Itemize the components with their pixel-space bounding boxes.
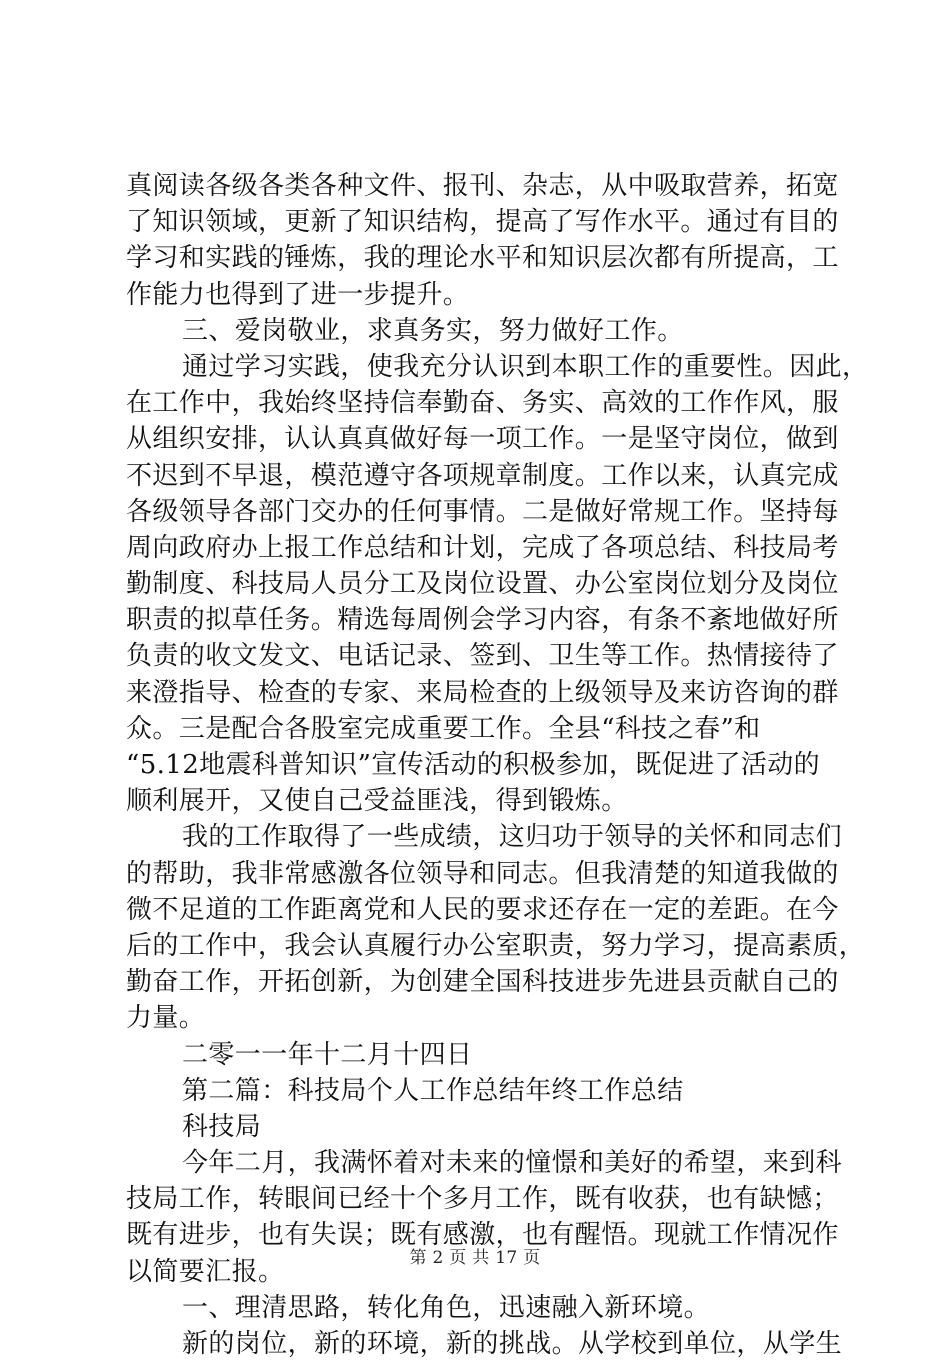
text-line: 以简要汇报。: [126, 1256, 285, 1287]
text-line: 我的工作取得了一些成绩，这归功于领导的关怀和同志们: [182, 822, 843, 853]
text-line: 通过学习实践，使我充分认识到本职工作的重要性。因此，: [182, 351, 869, 382]
text-line: 顺利展开，又使自己受益匪浅，得到锻炼。: [126, 786, 628, 817]
text-line: 新的岗位，新的环境，新的挑战。从学校到单位，从学生: [182, 1329, 843, 1359]
text-line: 周向政府办上报工作总结和计划，完成了各项总结、科技局考: [126, 532, 839, 563]
page-footer: 第 2 页 共 17 页: [409, 1248, 541, 1268]
text-line: 众。三是配合各股室完成重要工作。全县“科技之春”和: [126, 713, 761, 744]
text-line: 从组织安排，认认真真做好每一项工作。一是坚守岗位，做到: [126, 424, 839, 455]
text-line: 力量。: [126, 1003, 206, 1034]
text-line: 微不足道的工作距离党和人民的要求还存在一定的差距。在今: [126, 894, 839, 925]
text-line: 勤奋工作，开拓创新，为创建全国科技进步先进县贡献自己的: [126, 967, 839, 998]
text-line: 职责的拟草任务。精选每周例会学习内容，有条不紊地做好所: [126, 605, 839, 636]
text-line: 三、爱岗敬业，求真务实，努力做好工作。: [182, 315, 684, 346]
text-line: 在工作中，我始终坚持信奉勤奋、务实、高效的工作作风，服: [126, 388, 839, 419]
text-line: 了知识领域，更新了知识结构，提高了写作水平。通过有目的: [126, 207, 839, 238]
text-line: 真阅读各级各类各种文件、报刊、杂志，从中吸取营养，拓宽: [126, 171, 839, 201]
text-line: 学习和实践的锤炼，我的理论水平和知识层次都有所提高，工: [126, 243, 839, 274]
text-line: 作能力也得到了进一步提升。: [126, 279, 470, 310]
text-line: 不迟到不早退，模范遵守各项规章制度。工作以来，认真完成: [126, 460, 839, 491]
text-line: 二零一一年十二月十四日: [182, 1039, 473, 1070]
text-line: 勤制度、科技局人员分工及岗位设置、办公室岗位划分及岗位: [126, 569, 839, 600]
text-line: 各级领导各部门交办的任何事情。二是做好常规工作。坚持每: [126, 496, 839, 527]
text-line: 今年二月，我满怀着对未来的憧憬和美好的希望，来到科: [182, 1148, 843, 1179]
text-line: 一、理清思路，转化角色，迅速融入新环境。: [182, 1292, 711, 1323]
text-line: 后的工作中，我会认真履行办公室职责，努力学习，提高素质，: [126, 930, 866, 961]
text-line: 负责的收文发文、电话记录、签到、卫生等工作。热情接待了: [126, 641, 839, 672]
text-line: 科技局: [182, 1111, 262, 1142]
text-line: “5.12地震科普知识”宣传活动的积极参加，既促进了活动的: [126, 750, 821, 780]
text-line: 第二篇：科技局个人工作总结年终工作总结: [182, 1075, 684, 1106]
text-line: 的帮助，我非常感激各位领导和同志。但我清楚的知道我做的: [126, 858, 839, 889]
text-line: 既有进步，也有失误；既有感激，也有醒悟。现就工作情况作: [126, 1220, 839, 1251]
document-body: [126, 168, 869, 1362]
text-line: 来澄指导、检查的专家、来局检查的上级领导及来访咨询的群: [126, 677, 839, 708]
text-line: 技局工作，转眼间已经十个多月工作，既有收获，也有缺憾；: [126, 1184, 839, 1215]
